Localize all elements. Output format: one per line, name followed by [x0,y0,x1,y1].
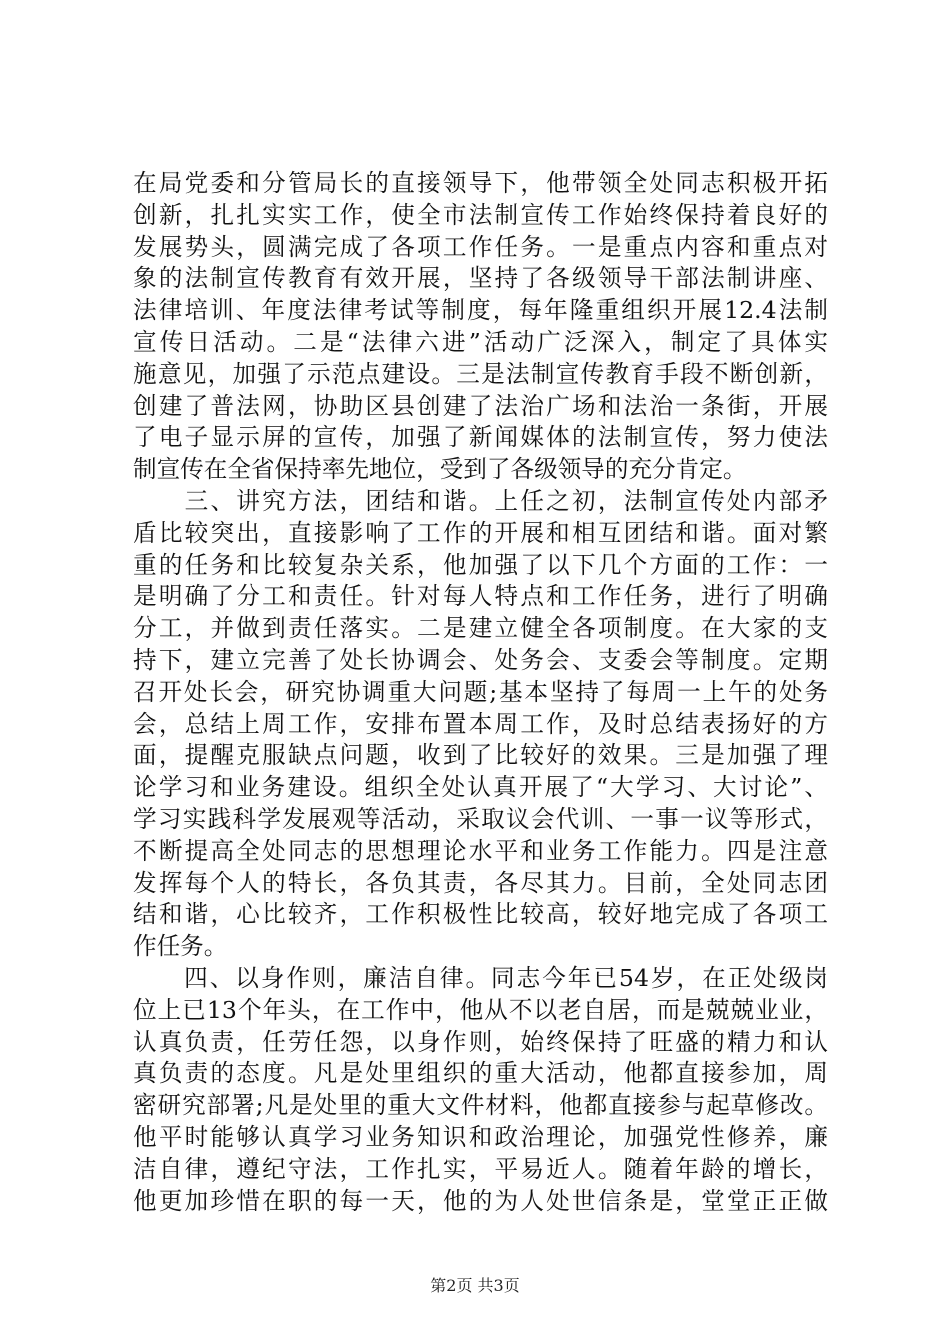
body-line: 三、讲究方法，团结和谐。上任之初，法制宣传处内部矛 [133,486,828,515]
body-line: 盾比较突出，直接影响了工作的开展和相互团结和谐。面对繁 [133,518,828,547]
body-line: 位上已13个年头，在工作中，他从不以老自居，而是兢兢业业， [133,995,828,1024]
body-line: 创新，扎扎实实工作，使全市法制宣传工作始终保持着良好的 [133,200,828,229]
body-line: 是明确了分工和责任。针对每人特点和工作任务，进行了明确 [133,582,828,611]
body-line: 他更加珍惜在职的每一天，他的为人处世信条是，堂堂正正做 [133,1186,828,1215]
body-line: 学习实践科学发展观等活动，采取议会代训、一事一议等形式， [133,804,828,833]
body-line: 作任务。 [133,932,228,961]
body-line: 洁自律，遵纪守法，工作扎实，平易近人。随着年龄的增长， [133,1154,828,1183]
body-line: 象的法制宣传教育有效开展，坚持了各级领导干部法制讲座、 [133,264,828,293]
page-number-footer: 第2页 共3页 [430,1276,520,1295]
body-line: 在局党委和分管局长的直接领导下，他带领全处同志积极开拓 [133,169,828,197]
body-line: 发展势头，圆满完成了各项工作任务。一是重点内容和重点对 [133,232,828,261]
body-line: 制宣传在全省保持率先地位，受到了各级领导的充分肯定。 [133,455,747,484]
body-line: 四、以身作则，廉洁自律。同志今年已54岁，在正处级岗 [133,963,828,992]
body-line: 创建了普法网，协助区县创建了法治广场和法治一条街，开展 [133,391,828,420]
body-line: 分工，并做到责任落实。二是建立健全各项制度。在大家的支 [133,614,828,643]
body-line: 持下，建立完善了处长协调会、处务会、支委会等制度。定期 [133,645,828,674]
body-line: 重的任务和比较复杂关系，他加强了以下几个方面的工作：一 [133,550,828,579]
body-line: 密研究部署;凡是处里的重大文件材料，他都直接参与起草修改。 [133,1091,828,1120]
body-line: 不断提高全处同志的思想理论水平和业务工作能力。四是注意 [133,836,828,865]
body-line: 认真负责，任劳任怨，以身作则，始终保持了旺盛的精力和认 [133,1027,828,1056]
body-line: 宣传日活动。二是“法律六进”活动广泛深入，制定了具体实 [133,327,828,356]
body-line: 发挥每个人的特长，各负其责，各尽其力。目前，全处同志团 [133,868,828,897]
body-line: 论学习和业务建设。组织全处认真开展了“大学习、大讨论”、 [133,773,828,802]
body-line: 他平时能够认真学习业务知识和政治理论，加强党性修养，廉 [133,1122,828,1151]
body-line: 结和谐，心比较齐，工作积极性比较高，较好地完成了各项工 [133,900,828,929]
body-line: 会，总结上周工作，安排布置本周工作，及时总结表扬好的方 [133,709,828,738]
body-line: 施意见，加强了示范点建设。三是法制宣传教育手段不断创新， [133,359,828,388]
body-line: 真负责的态度。凡是处里组织的重大活动，他都直接参加，周 [133,1059,828,1088]
body-line: 面，提醒克服缺点问题，收到了比较好的效果。三是加强了理 [133,741,828,770]
body-line: 了电子显示屏的宣传，加强了新闻媒体的法制宣传，努力使法 [133,423,828,452]
document-body [133,168,828,1217]
body-line: 召开处长会，研究协调重大问题;基本坚持了每周一上午的处务 [133,677,828,706]
body-line: 法律培训、年度法律考试等制度，每年隆重组织开展12.4法制 [133,296,828,325]
